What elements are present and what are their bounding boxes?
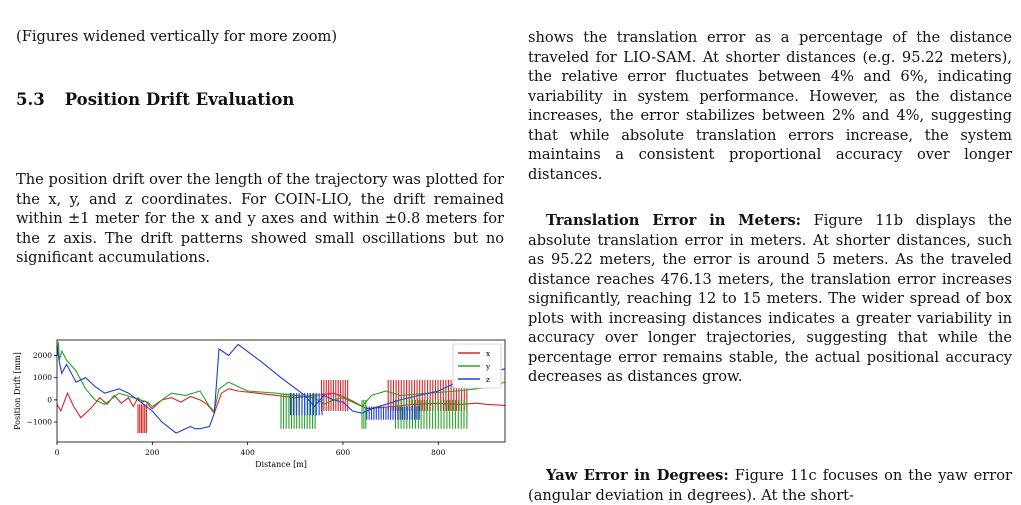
drift-paragraph: The position drift over the length of the trajectory was plotted for the x, y, and z coordinates. For COIN-LIO, the drift remained within ±1 meter for the x and y axes and within ±0.8 meters for the z axis. The drift patterns showed small oscillations but no significant accumulations. [16, 171, 504, 266]
y-tick-label: 1000 [32, 373, 52, 383]
translation-error-title: Translation Error in Meters: [546, 212, 802, 229]
yaw-error-title: Yaw Error in Degrees: [546, 467, 729, 484]
series-layer [57, 342, 505, 433]
legend-label-y: y [486, 362, 491, 371]
y-axis-label: Position Drift [mm] [13, 352, 22, 430]
x-tick-label: 200 [145, 448, 160, 457]
section-number: 5.3 [16, 90, 45, 109]
position-drift-chart [0, 330, 520, 505]
legend-label-x: x [486, 349, 491, 358]
yaw-error-paragraph [528, 466, 1012, 505]
section-heading [16, 90, 294, 109]
y-tick-label: −1000 [26, 417, 52, 427]
x-tick-label: 0 [54, 448, 60, 457]
translation-error-body: Figure 11b displays the absolute translation error in meters. At shorter distances, such as 95.22 meters, the error is around 5 meters. As the traveled distance reaches 476.13 meters, the translation error increases significantly, reaching 12 to 15 meters. The wider spread of box plots with increasing distances indicates a greater variability in accuracy over longer trajectories, suggesting that while the percentage error remains stable, the actual positional accuracy decreases as distances grow. [528, 212, 1012, 385]
yaw-error-body: Figure 11c focuses on the yaw error (angular deviation in degrees). At the short- [528, 467, 1012, 504]
y-tick-label: 0 [47, 395, 52, 405]
x-tick-label: 400 [240, 448, 255, 457]
tick-layer [27, 351, 446, 457]
figure-caption-note: (Figures widened vertically for more zoom) [16, 28, 338, 45]
y-tick-label: 2000 [32, 351, 52, 361]
x-tick-label: 600 [335, 448, 351, 457]
x-tick-label: 800 [431, 448, 446, 457]
legend-label-z: z [486, 375, 490, 384]
chart-legend [453, 344, 501, 388]
section-title: Position Drift Evaluation [64, 90, 295, 109]
translation-error-paragraph [528, 211, 1012, 387]
x-axis-label: Distance [m] [255, 460, 307, 469]
lio-sam-paragraph: shows the translation error as a percentage of the distance traveled for LIO-SAM. At shorter distances (e.g. 95.22 meters), the relative error fluctuates between 4% and 6%, indicating variability in system performance. However, as the distance increases, the error stabilizes between 2% and 4%, suggesting that while absolute translation errors increase, the system maintains a consistent proportional accuracy over longer distances. [528, 29, 1012, 183]
